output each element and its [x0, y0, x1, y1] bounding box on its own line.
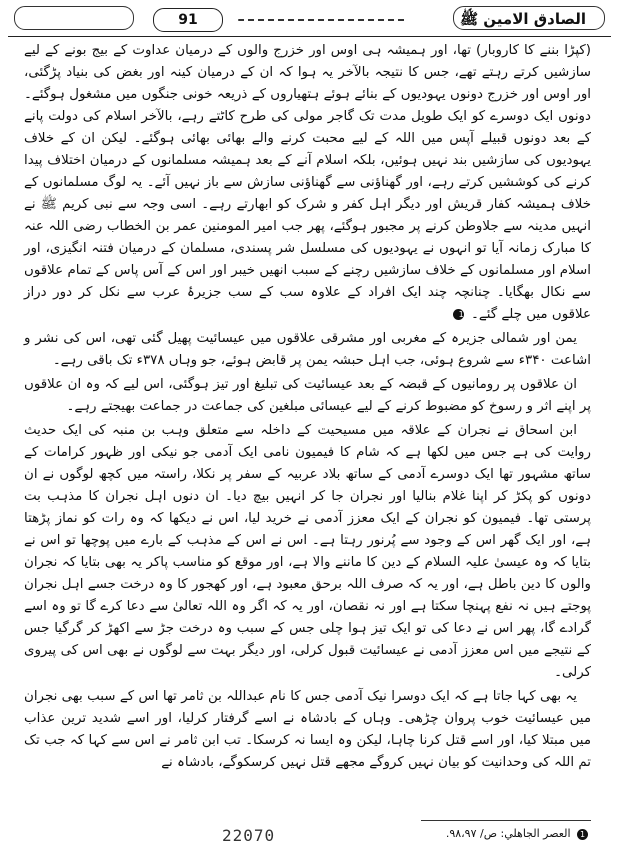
page-number: 91: [153, 8, 223, 32]
footnote-text: العصر الجاهلي: ص/ ۹۸،۹۷.: [445, 827, 571, 840]
paragraph-3: ان علاقوں پر رومانیوں کے قبضہ کے بعد عیسائیت کی تبلیغ اور تیز ہوگئی، اس لیے کہ وہ ان علاقوں پر اپنے اثر و رسوخ کو مضبوط کرنے کے لیے عیسائی مبلغین کی جماعت در جماعت بھیجتے رہے۔: [24, 377, 591, 414]
paragraph-5: یہ بھی کہا جاتا ہے کہ ایک دوسرا نیک آدمی جس کا نام عبداللہ بن ثامر تھا اس کے سبب بھی نجران میں عیسائیت خوب پروان چڑھی۔ وہاں کے بادشاہ نے اسے گرفتار کرلیا، اور اسے شدید ترین عذاب میں مبتلا کیا، اور اسے قتل کرنا چاہا، لیکن وہ ایسا نہ کرسکا۔ تب ابن ثامر نے اس سے کہا کہ جب تک تم اللہ کی وحدانیت کو بیان نہیں کروگے مجھے قتل نہیں کرسکوگے، بادشاہ نے: [24, 689, 591, 770]
page-header: [8, 2, 611, 37]
footnote-rule: [421, 820, 591, 821]
paragraph-1: [24, 40, 591, 326]
body-text: [24, 40, 591, 776]
page-stamp: 22070: [222, 826, 276, 845]
header-ornament-left: [14, 6, 134, 30]
footnote-marker: 1: [453, 309, 464, 320]
paragraph-4: ابن اسحاق نے نجران کے علاقہ میں مسیحیت کے داخلہ سے متعلق وہب بن منبہ کی ایک حدیث روایت کی ہے جس میں لکھا ہے کہ شام کا فیمیون نامی ایک آدمی جو نیکی اور ظہور کرامات کے ساتھ مشہور تھا ایک دوسرے آدمی کے ساتھ بلاد عربیہ کے سفر پر نکلا، راستہ میں کچھ لوگوں نے ان دونوں کو پکڑ کر اپنا غلام بنالیا اور نجران جا کر انہیں بیچ دیا۔ ان دنوں اہل نجران کا مذہب بت پرستی تھا۔ فیمیون کو نجران کے ایک معزز آدمی نے خرید لیا، اس نے دیکھا کہ وہ رات کو نماز پڑھتا ہے، اور ایک گھر اس کے وجود سے پُرنور رہتا ہے۔ اس نے اس کے مذہب کے بارے میں پوچھا تو اس نے بتایا کہ وہ عیسیٰ علیہ السلام کے دین کا ماننے والا ہے، اور موقع کو مناسب پاکر یہ بھی بتایا کہ نجران والوں کا دین باطل ہے، اور یہ کہ صرف اللہ برحق معبود ہے، اور کھجور کا وہ درخت جسے اہل نجران پوجتے ہیں نہ نفع پہنچا سکتا ہے اور نہ نقصان، اور یہ کہ اگر وہ اللہ تعالیٰ سے دعا کرے گا تو وہ اسے گرادے گا، پھر اس نے دعا کی تو ایک تیز ہوا چلی جس کے سبب وہ درخت جڑ سے اکھڑ کر گرگیا جس کے نتیجے میں اس معزز آدمی نے عیسائیت قبول کرلی، اور دیگر بہت سے لوگوں نے بھی اس کی پیروی کرلی۔: [24, 423, 591, 680]
footnote-number: 1: [577, 829, 588, 840]
footnote: [446, 826, 591, 842]
paragraph-2: یمن اور شمالی جزیرہ کے مغربی اور مشرقی علاقوں میں عیسائیت پھیل گئی تھی، اس کی نشر و اشاعت ۳۴۰ء سے شروع ہوئی، جب اہل حبشہ یمن پر قابض ہوئے، جو وہاں ۳۷۸ء تک باقی رہے۔: [24, 331, 591, 368]
header-ornament-divider: [238, 19, 408, 21]
paragraph-1-text: (کپڑا بننے کا کاروبار) تھا، اور ہمیشہ ہی اوس اور خزرج والوں کے درمیان عداوت کے بیج بونے کے لیے سازشیں کرتے رہتے تھے، جس کا نتیجہ بالآخر یہ ہوا کہ ان کے درمیان کینہ اور بغض کی بنیاد پڑگئی، اور اوس اور خزرج دونوں یہودیوں کے بنائے ہوئے ہتھیاروں کے ذریعہ خونی جنگوں میں مشغول ہوگئے۔ دونوں ایک دوسرے کو ایک طویل مدت تک گاجر مولی کی طرح کاٹتے رہے، بالآخر اسلام کی دولت پانے کے بعد دونوں قبیلے آپس میں اللہ کے لیے محبت کرنے والے بھائی بھائی ہوگئے۔ لیکن ان کے خلاف یہودیوں کی سازشیں بند نہیں ہوئیں، بلکہ اسلام آنے کے بعد ہمیشہ مسلمانوں کے درمیان اختلاف پیدا کرنے کی کوششیں کرتے رہے، اور گھناؤنی سے گھناؤنی سازش سے باز نہیں آئے۔ یہ لوگ مسلمانوں کے خلاف ہمیشہ کفار قریش اور دیگر اہل کفر و شرک کو ابھارتے رہے۔ اسی وجہ سے نبی کریم ﷺ نے انہیں مدینہ سے جلاوطن کرنے پر مجبور ہوگئے، پھر جب امیر المومنین عمر بن الخطاب رضی اللہ عنہ کا مبارک زمانہ آیا تو انہوں نے یہودیوں کی مسلسل شر پسندی، مسلمان کے درمیان فتنہ انگیزی، اور اسلام اور مسلمانوں کے خلاف سازشیں رچنے کے سبب انھیں خیبر اور اس کے آس پاس کے تمام علاقوں سے نکال بھگایا۔ چنانچہ چند ایک افراد کے علاوہ سب کے سب جزیرۂ عرب سے نکل کر دور دراز علاقوں میں چلے گئے۔: [24, 43, 591, 322]
book-title: الصادق الامین ﷺ: [459, 10, 587, 28]
